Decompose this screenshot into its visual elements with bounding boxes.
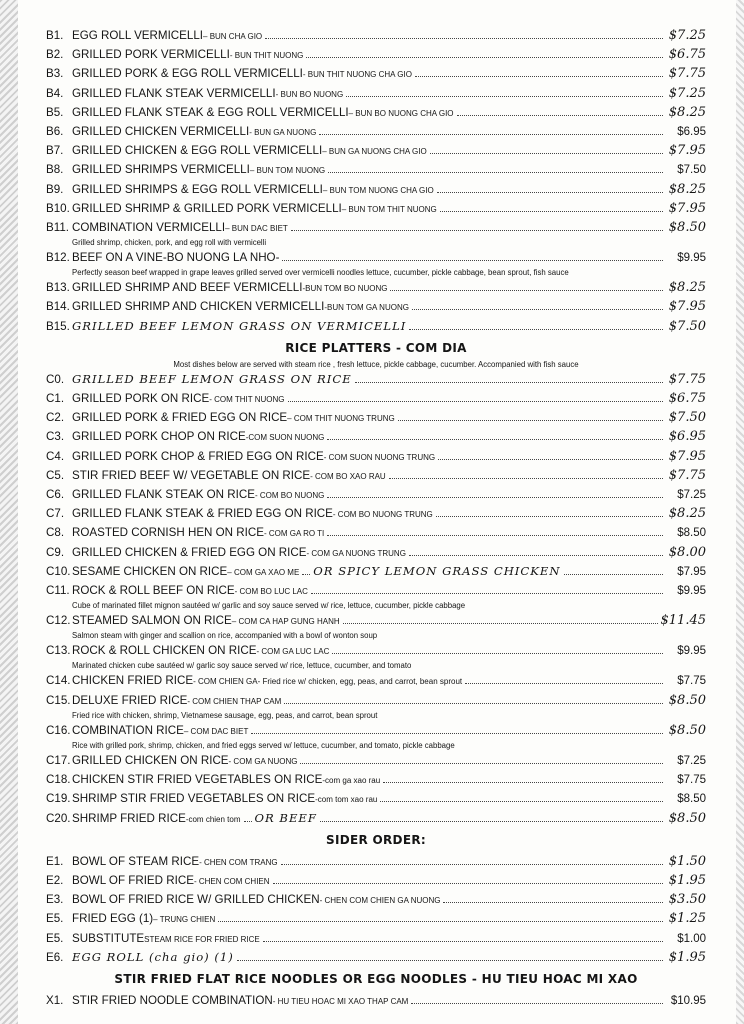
item-vietnamese-name: STEAM RICE FOR FRIED RICE bbox=[144, 934, 260, 944]
leader-dots bbox=[265, 28, 663, 39]
item-vietnamese-name: - CHEN COM TRANG bbox=[199, 857, 278, 867]
menu-item bbox=[46, 447, 706, 466]
item-vietnamese-name: -BUN TOM GA NUONG bbox=[324, 303, 409, 313]
item-price: $1.95 bbox=[668, 949, 706, 965]
item-code: C7. bbox=[46, 507, 65, 521]
menu-item bbox=[46, 581, 706, 600]
item-description: Grilled shrimp, chicken, pork, and egg roll with vermicelli bbox=[72, 238, 267, 248]
menu-item bbox=[46, 523, 706, 542]
item-price: $7.95 bbox=[668, 143, 706, 159]
item-name: DELUXE FRIED RICE bbox=[72, 693, 188, 707]
item-description: Perfectly season beef wrapped in grape leaves grilled served over vermicelli noodles lettuce, cucumber, pickle cabbage, bean sprout, fish sauce bbox=[72, 268, 569, 278]
item-vietnamese-name: – COM GA XAO ME bbox=[227, 567, 300, 577]
menu-item bbox=[46, 64, 706, 83]
leader-dots bbox=[327, 525, 663, 536]
item-code: C13. bbox=[46, 644, 71, 658]
leader-dots bbox=[411, 993, 663, 1004]
item-inline-description: - Fried rice w/ chicken, egg, peas, and carrot, bean sprout bbox=[257, 677, 463, 687]
menu-item bbox=[46, 45, 706, 64]
item-code: C6. bbox=[46, 487, 65, 501]
item-price: $8.25 bbox=[668, 181, 706, 197]
item-price: $7.95 bbox=[668, 299, 706, 315]
item-vietnamese-name: - COM CHIEN THAP CAM bbox=[187, 696, 282, 706]
item-code: C10. bbox=[46, 564, 71, 578]
leader-dots bbox=[320, 811, 663, 822]
menu-item bbox=[46, 641, 706, 660]
item-vietnamese-name: - COM GA LUC LAC bbox=[256, 647, 330, 657]
menu-item bbox=[46, 504, 706, 523]
item-code: C14. bbox=[46, 674, 71, 688]
item-vietnamese-name: -com ga xao rau bbox=[322, 776, 381, 786]
item-code: C20. bbox=[46, 811, 71, 825]
item-name: FRIED EGG (1) bbox=[72, 912, 154, 926]
item-name: BOWL OF FRIED RICE W/ GRILLED CHICKEN bbox=[72, 893, 320, 907]
leader-dots bbox=[343, 613, 658, 624]
item-code: C4. bbox=[46, 449, 65, 463]
item-name: GRILLED PORK CHOP ON RICE bbox=[72, 430, 246, 444]
item-name: SESAME CHICKEN ON RICE bbox=[72, 564, 228, 578]
leader-dots bbox=[328, 162, 663, 173]
leader-dots bbox=[380, 791, 663, 802]
menu-item bbox=[46, 562, 706, 581]
item-code: B2. bbox=[46, 48, 64, 62]
item-name: GRILLED PORK VERMICELLI bbox=[72, 48, 230, 62]
item-price: $7.50 bbox=[677, 164, 706, 177]
leader-dots bbox=[440, 201, 663, 212]
item-vietnamese-name: -BUN TOM BO NUONG bbox=[302, 284, 388, 294]
item-name: ROASTED CORNISH HEN ON RICE bbox=[72, 526, 264, 540]
menu-item bbox=[46, 721, 706, 740]
menu-item bbox=[46, 890, 706, 909]
leader-dots bbox=[244, 811, 252, 822]
item-name: GRILLED PORK & FRIED EGG ON RICE bbox=[72, 411, 288, 425]
item-vietnamese-name: – COM THIT NUONG TRUNG bbox=[287, 414, 395, 424]
item-name: GRILLED FLANK STEAK ON RICE bbox=[72, 487, 255, 501]
section-heading: SIDER ORDER: bbox=[326, 832, 426, 847]
leader-dots bbox=[355, 372, 663, 383]
leader-dots bbox=[327, 487, 663, 498]
menu-item bbox=[46, 789, 706, 808]
item-price: $7.25 bbox=[677, 488, 706, 501]
item-vietnamese-name: - COM GA RO TI bbox=[263, 529, 325, 539]
item-name: STEAMED SALMON ON RICE bbox=[72, 614, 232, 628]
leader-dots bbox=[282, 250, 663, 261]
leader-dots bbox=[465, 673, 663, 684]
item-price: $11.45 bbox=[660, 613, 706, 629]
item-code: C0. bbox=[46, 372, 65, 386]
item-code: B7. bbox=[46, 144, 64, 158]
leader-dots bbox=[436, 506, 663, 517]
menu-item bbox=[46, 180, 706, 199]
item-price: $8.50 bbox=[668, 722, 706, 738]
item-code: E5. bbox=[46, 931, 64, 945]
menu-item bbox=[46, 122, 706, 141]
leader-dots bbox=[409, 545, 663, 556]
item-handwritten-note: OR SPICY LEMON GRASS CHICKEN bbox=[313, 563, 561, 578]
item-name: SHRIMP FRIED RICE bbox=[72, 811, 186, 825]
item-price: $1.00 bbox=[677, 932, 706, 945]
item-vietnamese-name: - CHEN COM CHIEN bbox=[193, 876, 270, 886]
item-price: $8.50 bbox=[668, 219, 706, 235]
item-vietnamese-name: - COM GA NUONG TRUNG bbox=[306, 548, 406, 558]
item-price: $7.75 bbox=[677, 675, 706, 688]
leader-dots bbox=[251, 723, 663, 734]
menu-item bbox=[46, 751, 706, 770]
item-code: B9. bbox=[46, 182, 64, 196]
item-price: $1.50 bbox=[668, 853, 706, 869]
item-price: $7.75 bbox=[668, 66, 706, 82]
menu-item bbox=[46, 485, 706, 504]
item-code: B11. bbox=[46, 220, 69, 234]
item-name: COMBINATION VERMICELLI bbox=[72, 220, 226, 234]
leader-dots bbox=[430, 143, 663, 154]
item-code: C8. bbox=[46, 526, 65, 540]
leader-dots bbox=[284, 693, 663, 704]
leader-dots bbox=[319, 124, 663, 135]
item-name: GRILLED SHRIMPS VERMICELLI bbox=[72, 163, 250, 177]
leader-dots bbox=[412, 299, 663, 310]
menu-item bbox=[46, 466, 706, 485]
item-price: $7.75 bbox=[668, 371, 706, 387]
item-description: Cube of marinated fillet mignon sautéed w/ garlic and soy sauce served w/ rice, lettuce, cucumber, pickle cabbage bbox=[72, 601, 466, 611]
menu-page bbox=[46, 26, 706, 1010]
item-price: $9.95 bbox=[677, 584, 706, 597]
menu-item bbox=[46, 909, 706, 928]
item-handwritten-note: OR BEEF bbox=[254, 810, 317, 825]
item-code: B8. bbox=[46, 163, 64, 177]
leader-dots bbox=[291, 220, 663, 231]
item-price: $9.95 bbox=[677, 645, 706, 658]
item-price: $7.75 bbox=[668, 467, 706, 483]
item-price: $7.75 bbox=[677, 774, 706, 787]
item-price: $7.50 bbox=[668, 318, 706, 334]
menu-item bbox=[46, 543, 706, 562]
item-vietnamese-name: - COM BO XAO RAU bbox=[310, 471, 386, 481]
menu-item bbox=[46, 929, 706, 948]
item-name: GRILLED FLANK STEAK VERMICELLI bbox=[72, 86, 276, 100]
item-vietnamese-name: – BUN TOM NUONG CHA GIO bbox=[322, 185, 434, 195]
menu-item bbox=[46, 991, 706, 1010]
item-vietnamese-name: - COM BO NUONG bbox=[254, 490, 325, 500]
leader-dots bbox=[332, 643, 663, 654]
item-code: B14. bbox=[46, 300, 70, 314]
item-code: B1. bbox=[46, 29, 64, 42]
item-name: STIR FRIED NOODLE COMBINATION bbox=[72, 993, 273, 1007]
item-name: BOWL OF STEAM RICE bbox=[72, 854, 200, 868]
item-code: C18. bbox=[46, 773, 71, 787]
item-code: B6. bbox=[46, 124, 64, 138]
section-heading: STIR FRIED FLAT RICE NOODLES OR EGG NOODLES - HU TIEU HOAC MI XAO bbox=[114, 971, 638, 986]
item-price: $6.75 bbox=[668, 391, 706, 406]
menu-item bbox=[46, 408, 706, 427]
item-name: GRILLED SHRIMP AND CHICKEN VERMICELLI bbox=[72, 300, 325, 314]
item-price: $7.95 bbox=[668, 200, 706, 216]
item-name: GRILLED PORK CHOP & FRIED EGG ON RICE bbox=[72, 449, 324, 463]
item-code: C2. bbox=[46, 411, 65, 425]
item-code: B3. bbox=[46, 67, 64, 81]
item-vietnamese-name: – BUN BO NUONG CHA GIO bbox=[348, 108, 454, 118]
item-price: $7.25 bbox=[668, 28, 706, 43]
leader-dots bbox=[306, 47, 663, 58]
item-code: B12. bbox=[46, 251, 70, 265]
item-code: C12. bbox=[46, 614, 71, 628]
item-name: GRILLED SHRIMP AND BEEF VERMICELLI bbox=[72, 281, 303, 295]
leader-dots bbox=[383, 772, 663, 783]
menu-item bbox=[46, 370, 706, 389]
item-name: EGG ROLL (cha gio) (1) bbox=[72, 949, 234, 964]
item-name: SUBSTITUTE bbox=[72, 931, 145, 945]
item-name: EGG ROLL VERMICELLI bbox=[72, 29, 204, 42]
item-code: B5. bbox=[46, 105, 64, 119]
menu-item bbox=[46, 199, 706, 218]
item-vietnamese-name: - COM BO LUC LAC bbox=[234, 586, 308, 596]
item-price: $10.95 bbox=[670, 994, 706, 1007]
item-vietnamese-name: - BUN THIT NUONG bbox=[229, 51, 304, 61]
menu-item bbox=[46, 218, 706, 237]
item-name: CHICKEN STIR FRIED VEGETABLES ON RICE bbox=[72, 773, 323, 787]
item-price: $6.75 bbox=[668, 47, 706, 63]
menu-item bbox=[46, 852, 706, 871]
item-vietnamese-name: – BUN DAC BIET bbox=[225, 223, 288, 233]
leader-dots bbox=[300, 753, 663, 764]
item-description: Rice with grilled pork, shrimp, chicken, and fried eggs served w/ lettuce, cucumber, and tomato, pickle cabbage bbox=[72, 741, 455, 750]
scan-edge-left bbox=[0, 0, 18, 1024]
item-code: C16. bbox=[46, 723, 71, 737]
item-price: $1.95 bbox=[668, 872, 706, 888]
item-name: STIR FRIED BEEF W/ VEGETABLE ON RICE bbox=[72, 468, 311, 482]
item-name: GRILLED FLANK STEAK & FRIED EGG ON RICE bbox=[72, 507, 333, 521]
leader-dots bbox=[218, 911, 663, 922]
menu-item bbox=[46, 26, 706, 45]
leader-dots bbox=[263, 931, 663, 942]
item-code: B15. bbox=[46, 319, 70, 333]
leader-dots bbox=[409, 319, 663, 330]
menu-section bbox=[46, 967, 706, 1010]
item-price: $8.50 bbox=[668, 692, 706, 708]
item-price: $7.95 bbox=[677, 565, 706, 578]
item-price: $6.95 bbox=[677, 125, 706, 138]
leader-dots bbox=[398, 410, 663, 421]
item-code: E5. bbox=[46, 912, 64, 926]
item-name: GRILLED CHICKEN ON RICE bbox=[72, 754, 229, 767]
menu-item bbox=[46, 809, 706, 828]
item-code: X1. bbox=[46, 993, 64, 1007]
item-name: ROCK & ROLL CHICKEN ON RICE bbox=[72, 644, 257, 658]
menu-section bbox=[46, 828, 706, 967]
menu-section bbox=[46, 26, 706, 336]
item-vietnamese-name: – BUN TOM THIT NUONG bbox=[341, 204, 437, 214]
item-description: Marinated chicken cube sautéed w/ garlic soy sauce served w/ rice, lettuce, cucumber, and tomato bbox=[72, 661, 412, 671]
menu-item bbox=[46, 278, 706, 297]
menu-item bbox=[46, 297, 706, 316]
item-vietnamese-name: - COM GA NUONG bbox=[228, 757, 298, 766]
item-code: E3. bbox=[46, 893, 64, 907]
item-code: C11. bbox=[46, 583, 70, 597]
item-price: $7.95 bbox=[668, 448, 706, 464]
section-heading: RICE PLATTERS - COM DIA bbox=[285, 340, 467, 355]
item-code: E6. bbox=[46, 950, 64, 964]
item-code: E1. bbox=[46, 854, 64, 868]
item-vietnamese-name: -COM SUON NUONG bbox=[245, 433, 325, 443]
menu-item bbox=[46, 84, 706, 103]
leader-dots bbox=[390, 280, 663, 291]
menu-section bbox=[46, 336, 706, 828]
menu-item bbox=[46, 389, 706, 408]
item-code: C15. bbox=[46, 693, 71, 707]
item-vietnamese-name: – BUN CHA GIO bbox=[203, 32, 263, 41]
leader-dots bbox=[564, 564, 663, 575]
item-price: $8.50 bbox=[677, 527, 706, 540]
menu-item bbox=[46, 160, 706, 179]
item-price: $9.95 bbox=[677, 252, 706, 265]
item-name: SHRIMP STIR FRIED VEGETABLES ON RICE bbox=[72, 792, 316, 806]
item-name: GRILLED BEEF LEMON GRASS ON RICE bbox=[72, 371, 352, 386]
item-price: $8.50 bbox=[668, 810, 706, 826]
item-code: C19. bbox=[46, 792, 71, 806]
item-price: $8.50 bbox=[677, 793, 706, 806]
item-name: GRILLED FLANK STEAK & EGG ROLL VERMICELLI bbox=[72, 105, 349, 119]
leader-dots bbox=[288, 391, 664, 402]
item-vietnamese-name: -com chien tom bbox=[185, 814, 241, 824]
menu-item bbox=[46, 691, 706, 710]
item-name: ROCK & ROLL BEEF ON RICE bbox=[72, 583, 235, 597]
menu-item bbox=[46, 770, 706, 789]
item-vietnamese-name: - HU TIEU HOAC MI XAO THAP CAM bbox=[272, 996, 409, 1006]
item-price: $6.95 bbox=[668, 429, 706, 445]
item-price: $8.25 bbox=[668, 506, 706, 522]
item-name: GRILLED PORK & EGG ROLL VERMICELLI bbox=[72, 67, 303, 81]
leader-dots bbox=[437, 182, 663, 193]
leader-dots bbox=[273, 873, 663, 884]
item-name: GRILLED PORK ON RICE bbox=[72, 392, 210, 405]
menu-item bbox=[46, 671, 706, 690]
item-vietnamese-name: – TRUNG CHIEN bbox=[153, 915, 216, 925]
item-code: C9. bbox=[46, 545, 65, 559]
item-vietnamese-name: - BUN THIT NUONG CHA GIO bbox=[302, 70, 412, 80]
leader-dots bbox=[415, 66, 663, 77]
menu-item bbox=[46, 427, 706, 446]
item-code: C1. bbox=[46, 392, 65, 405]
item-name: CHICKEN FRIED RICE bbox=[72, 674, 194, 688]
item-vietnamese-name: - BUN GA NUONG bbox=[249, 127, 317, 137]
item-code: E2. bbox=[46, 873, 64, 887]
item-name: GRILLED SHRIMP & GRILLED PORK VERMICELLI bbox=[72, 201, 342, 215]
leader-dots bbox=[438, 449, 663, 460]
item-vietnamese-name: - COM CHIEN GA bbox=[193, 677, 258, 687]
item-vietnamese-name: - CHEN COM CHIEN GA NUONG bbox=[319, 896, 441, 906]
menu-item bbox=[46, 948, 706, 967]
item-price: $1.25 bbox=[668, 911, 706, 927]
item-description: Fried rice with chicken, shrimp, Vietnamese sausage, egg, peas, and carrot, bean sprout bbox=[72, 710, 378, 720]
item-name: BOWL OF FRIED RICE bbox=[72, 873, 194, 887]
item-vietnamese-name: - BUN BO NUONG bbox=[275, 89, 344, 99]
leader-dots bbox=[443, 892, 663, 903]
menu-item bbox=[46, 141, 706, 160]
leader-dots bbox=[311, 583, 663, 594]
item-vietnamese-name: – COM CA HAP GUNG HANH bbox=[231, 617, 340, 627]
item-code: C3. bbox=[46, 430, 65, 444]
item-code: B10. bbox=[46, 201, 70, 215]
leader-dots bbox=[302, 564, 310, 575]
item-vietnamese-name: - COM SUON NUONG TRUNG bbox=[323, 452, 436, 462]
item-code: C17. bbox=[46, 754, 71, 767]
menu-item bbox=[46, 871, 706, 890]
leader-dots bbox=[237, 950, 663, 961]
item-vietnamese-name: - COM THIT NUONG bbox=[209, 395, 285, 404]
leader-dots bbox=[346, 86, 663, 97]
section-note: Most dishes below are served with steam rice , fresh lettuce, pickle cabbage, cucumber. Accompanied with fish sauce bbox=[173, 359, 579, 369]
item-vietnamese-name: – BUN GA NUONG CHA GIO bbox=[322, 147, 427, 157]
item-price: $3.50 bbox=[668, 892, 706, 908]
leader-dots bbox=[327, 429, 663, 440]
item-code: B13. bbox=[46, 281, 70, 295]
item-vietnamese-name: – BUN TOM NUONG bbox=[249, 166, 326, 176]
item-description: Salmon steam with ginger and scallion on rice, accompanied with a bowl of wonton soup bbox=[72, 631, 378, 641]
item-code: C5. bbox=[46, 468, 65, 482]
item-name: GRILLED BEEF LEMON GRASS ON VERMICELLI bbox=[72, 318, 407, 333]
menu-item bbox=[46, 611, 706, 630]
item-name: BEEF ON A VINE-BO NUONG LA NHO- bbox=[72, 251, 280, 265]
item-price: $7.25 bbox=[668, 85, 706, 101]
menu-item bbox=[46, 317, 706, 336]
item-vietnamese-name: – COM DAC BIET bbox=[183, 726, 249, 736]
item-name: COMBINATION RICE bbox=[72, 723, 184, 737]
item-price: $8.25 bbox=[668, 280, 706, 296]
menu-item bbox=[46, 103, 706, 122]
item-name: GRILLED CHICKEN & FRIED EGG ON RICE bbox=[72, 545, 307, 559]
item-price: $8.25 bbox=[668, 104, 706, 120]
item-price: $8.00 bbox=[668, 544, 706, 560]
item-vietnamese-name: -com tom xao rau bbox=[315, 795, 378, 805]
leader-dots bbox=[389, 468, 663, 479]
item-vietnamese-name: - COM BO NUONG TRUNG bbox=[332, 510, 433, 520]
item-name: GRILLED CHICKEN & EGG ROLL VERMICELLI bbox=[72, 144, 323, 158]
item-name: GRILLED SHRIMPS & EGG ROLL VERMICELLI bbox=[72, 182, 323, 196]
item-name: GRILLED CHICKEN VERMICELLI bbox=[72, 124, 250, 138]
scan-edge-right bbox=[736, 0, 744, 1024]
menu-item bbox=[46, 248, 706, 267]
item-price: $7.50 bbox=[668, 410, 706, 426]
item-code: B4. bbox=[46, 86, 64, 100]
item-price: $7.25 bbox=[677, 755, 706, 767]
leader-dots bbox=[457, 105, 663, 116]
leader-dots bbox=[281, 854, 663, 865]
